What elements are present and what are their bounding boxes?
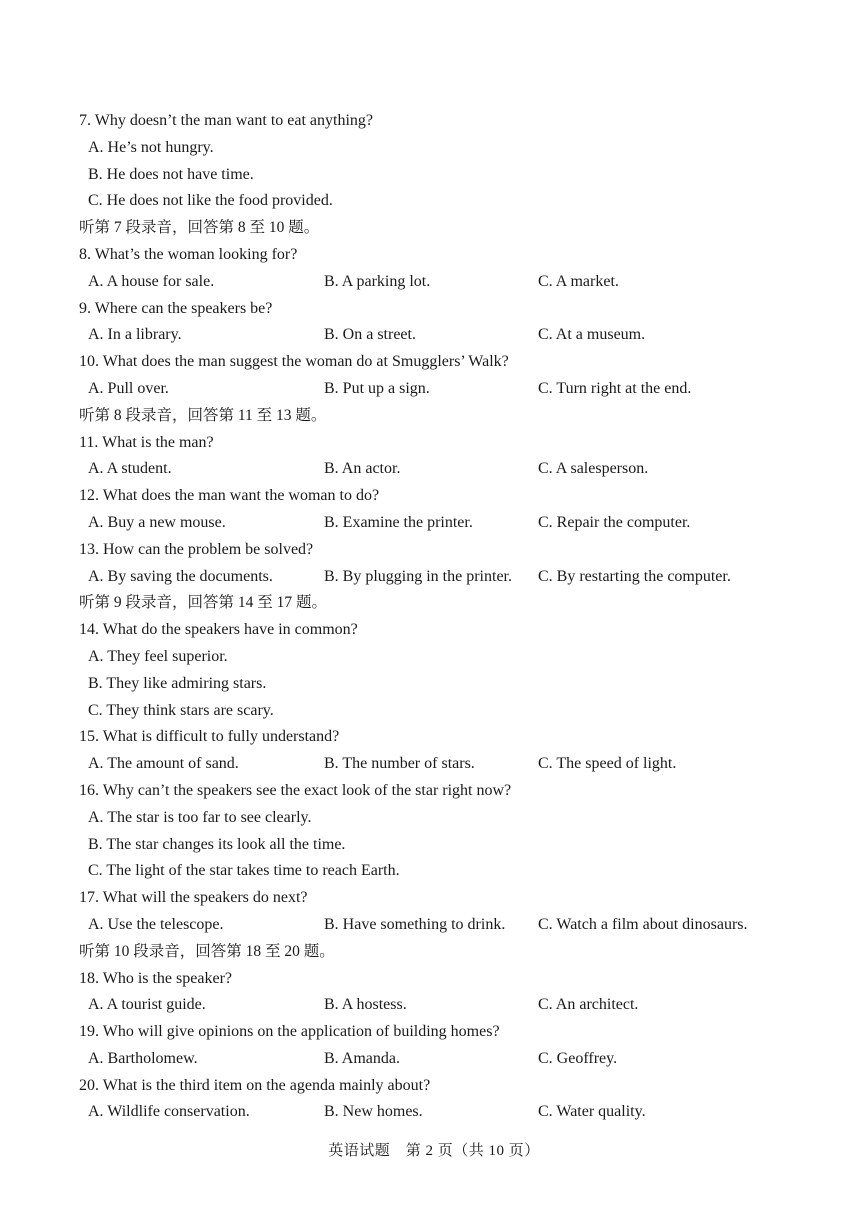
option-row <box>79 510 849 537</box>
option-b: B. On a street. <box>324 326 416 344</box>
question-stem: 19. Who will give opinions on the application of building homes? <box>79 1023 500 1041</box>
option-a: A. A tourist guide. <box>88 996 206 1014</box>
option-a: A. Pull over. <box>88 379 169 397</box>
option-b: B. An actor. <box>324 460 401 478</box>
option-a: A. Wildlife conservation. <box>88 1103 250 1121</box>
option-line: B. They like admiring stars. <box>88 674 267 692</box>
question-stem: 16. Why can’t the speakers see the exact look of the star right now? <box>79 781 512 799</box>
option-row <box>79 1099 849 1126</box>
section-instruction: 听第 8 段录音，回答第 11 至 13 题。 <box>79 406 327 424</box>
option-b: B. Put up a sign. <box>324 379 430 397</box>
option-b: B. A parking lot. <box>324 272 431 290</box>
option-c: C. The speed of light. <box>538 755 677 773</box>
question-stem: 12. What does the man want the woman to do? <box>79 487 380 505</box>
option-line: A. They feel superior. <box>88 647 228 665</box>
option-row <box>79 751 849 778</box>
option-row <box>79 376 849 403</box>
option-line: C. He does not like the food provided. <box>88 192 333 210</box>
question-list <box>79 108 849 1126</box>
option-b: B. Have something to drink. <box>324 915 506 933</box>
option-c: C. Repair the computer. <box>538 513 691 531</box>
option-c: C. At a museum. <box>538 326 646 344</box>
question-stem: 20. What is the third item on the agenda mainly about? <box>79 1076 431 1094</box>
question-stem: 10. What does the man suggest the woman do at Smugglers’ Walk? <box>79 353 509 371</box>
option-b: B. Examine the printer. <box>324 513 473 531</box>
option-c: C. Watch a film about dinosaurs. <box>538 915 748 933</box>
option-row <box>79 1046 849 1073</box>
option-line: C. The light of the star takes time to reach Earth. <box>88 862 400 880</box>
question-stem: 7. Why doesn’t the man want to eat anything? <box>79 112 374 129</box>
option-a: A. A house for sale. <box>88 272 215 290</box>
option-a: A. In a library. <box>88 326 182 344</box>
section-instruction: 听第 9 段录音，回答第 14 至 17 题。 <box>79 594 328 612</box>
option-row <box>79 564 849 591</box>
option-c: C. An architect. <box>538 996 639 1014</box>
option-a: A. The amount of sand. <box>88 755 239 773</box>
option-row <box>79 456 849 483</box>
option-line: B. The star changes its look all the time. <box>88 835 346 853</box>
option-c: C. A market. <box>538 272 619 290</box>
option-line: B. He does not have time. <box>88 165 254 183</box>
option-row <box>79 992 849 1019</box>
option-a: A. Buy a new mouse. <box>88 513 226 531</box>
question-stem: 18. Who is the speaker? <box>79 969 232 987</box>
option-b: B. New homes. <box>324 1103 423 1121</box>
question-stem: 13. How can the problem be solved? <box>79 540 314 558</box>
option-a: A. Bartholomew. <box>88 1049 198 1067</box>
option-c: C. A salesperson. <box>538 460 649 478</box>
option-c: C. By restarting the computer. <box>538 567 731 585</box>
question-stem: 11. What is the man? <box>79 433 214 451</box>
page-footer: 英语试题 第 2 页（共 10 页） <box>328 1143 540 1159</box>
option-c: C. Geoffrey. <box>538 1049 618 1067</box>
option-b: B. A hostess. <box>324 996 407 1014</box>
question-stem: 8. What’s the woman looking for? <box>79 245 298 263</box>
option-b: B. Amanda. <box>324 1049 400 1067</box>
question-stem: 17. What will the speakers do next? <box>79 889 308 907</box>
option-row <box>79 269 849 296</box>
option-c: C. Turn right at the end. <box>538 379 692 397</box>
option-row <box>79 912 849 939</box>
option-row <box>79 322 849 349</box>
option-line: C. They think stars are scary. <box>88 701 274 719</box>
option-b: B. By plugging in the printer. <box>324 567 512 585</box>
question-stem: 14. What do the speakers have in common? <box>79 621 358 639</box>
option-a: A. By saving the documents. <box>88 567 273 585</box>
section-instruction: 听第 10 段录音，回答第 18 至 20 题。 <box>79 942 335 960</box>
option-a: A. Use the telescope. <box>88 915 224 933</box>
question-stem: 9. Where can the speakers be? <box>79 299 273 317</box>
option-line: A. The star is too far to see clearly. <box>88 808 312 826</box>
option-b: B. The number of stars. <box>324 755 475 773</box>
section-instruction: 听第 7 段录音，回答第 8 至 10 题。 <box>79 219 320 237</box>
option-c: C. Water quality. <box>538 1103 646 1121</box>
option-a: A. A student. <box>88 460 172 478</box>
question-stem: 15. What is difficult to fully understand? <box>79 728 340 746</box>
option-line: A. He’s not hungry. <box>88 138 214 156</box>
